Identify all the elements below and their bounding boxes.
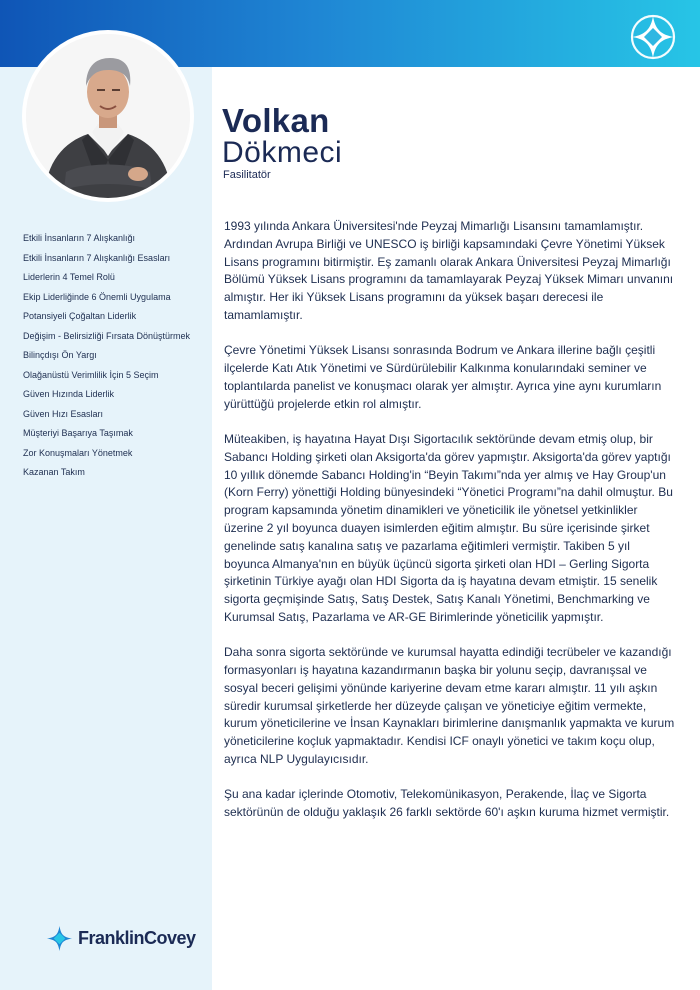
- bio-paragraph: Çevre Yönetimi Yüksek Lisansı sonrasında Bodrum ve Ankara illerine bağlı çeşitli ilçelerde Katı Atık Yönetimi ve Sürdürülebilir Kalkınma konularındaki seminer ve toplantılarda panelist ve konuşmacı olarak yer almıştır. Ayrıca yine aynı kurumların yürüttüğü projelerde etkin rol almıştır.: [224, 343, 662, 411]
- first-name: Volkan: [222, 102, 330, 139]
- topic-item: Değişim - Belirsizliği Fırsata Dönüştürmek: [23, 330, 191, 341]
- portrait-photo: [26, 34, 190, 198]
- bio-paragraph: 1993 yılında Ankara Üniversitesi'nde Peyzaj Mimarlığı Lisansını tamamlamıştır. Ardından Avrupa Birliği ve UNESCO iş birliği kapsamındaki Çevre Yönetimi Yüksek Lisans programını bitirmiştir. Eş zamanlı olarak Ankara Üniversitesi Peyzaj Mimarlığı Bölümü Yüksek Lisans programını da tamamlayarak Peyzaj Yüksek Mimarı unvanını almıştır. Her iki Yüksek Lisans programını da yüksek başarı derecesi ile tamamlamıştır.: [224, 219, 674, 322]
- biography: [224, 218, 676, 839]
- last-name: Dökmeci: [222, 136, 343, 169]
- topic-item: Etkili İnsanların 7 Alışkanlığı: [23, 233, 136, 243]
- franklincovey-mark-icon: [46, 925, 73, 952]
- topic-item: Etkili İnsanların 7 Alışkanlığı Esasları: [23, 252, 171, 263]
- topic-item: Potansiyeli Çoğaltan Liderlik: [23, 311, 137, 321]
- topic-item: Ekip Liderliğinde 6 Önemli Uygulama: [23, 291, 171, 302]
- topic-item: Kazanan Takım: [23, 467, 85, 477]
- topic-item: Zor Konuşmaları Yönetmek: [23, 447, 133, 458]
- topic-item: Güven Hızında Liderlik: [23, 389, 115, 399]
- topic-item: Bilinçdışı Ön Yargı: [23, 350, 97, 360]
- bio-paragraph: Daha sonra sigorta sektöründe ve kurumsal hayatta edindiği tecrübeler ve kazandığı formasyonları iş hayatına kazandırmanın başka bir yolunu seçip, davranışsal ve sosyal beceri gelişimi yönünde kariyerine devam etme kararı almıştır. 11 yılı aşkın süredir kurumsal şirketlerde her düzeyde çalışan ve yöneticiye eğitim vermekte, kurum yöneticilerine ve İnsan Kaynakları birimlerine danışmanlık yapmakta ve kurum yöneticilerine koçluk yapmaktadır. Kendisi ICF onaylı yönetici ve takım koçu olup, ayrıca NLP Uygulayıcısıdır.: [224, 645, 675, 767]
- topic-item: Olağanüstü Verimlilik İçin 5 Seçim: [23, 369, 159, 380]
- topic-item: Liderlerin 4 Temel Rolü: [23, 272, 115, 282]
- topic-item: Müşteriyi Başarıya Taşımak: [23, 428, 133, 438]
- topics-list: [23, 229, 190, 483]
- topic-item: Güven Hızı Esasları: [23, 408, 104, 419]
- bio-paragraph: Şu ana kadar içlerinde Otomotiv, Telekomünikasyon, Perakende, İlaç ve Sigorta sektörünün de olduğu yaklaşık 26 farklı sektörde 60'ı aşkın kuruma hizmet vermiştir.: [224, 787, 670, 820]
- franklincovey-logo: [46, 924, 196, 952]
- bio-paragraph: Müteakiben, iş hayatına Hayat Dışı Sigortacılık sektöründe devam etmiş olup, bir Sabancı Holding şirketi olan Aksigorta'da görev yapmıştır. Aksigorta'da görev yaptığı 10 yıllık dönemde Sabancı Holding'in “Beyin Takımı”nda yer almış ve Hay Group'un (Korn Ferry) yönettiği Holding bünyesindeki “Yönetici Programı”na dahil olmuştur. Bu program kapsamında yönetim dinamikleri ve yöneticilik ile yönetsel yetkinlikler üzerine 2 yıl boyunca duayen isimlerden eğitim almıştır. Bu süre içerisinde şirket genelinde satış kanalına satış ve pazarlama eğitimleri vermiştir. Takiben 5 yıl boyunca Almanya'nın en büyük üçüncü sigorta şirketi olan HDI – Gerling Sigorta şirketinin Türkiye ayağı olan HDI Sigorta da iş hayatına devam etmiştir. 15 senelik sigorta geçmişinde Satış, Satış Destek, Satış Kanalı Yönetimi, Benchmarking ve Kurumsal Satış, Pazarlama ve AR-GE Birimlerinde yöneticilik yapmıştır.: [224, 431, 673, 624]
- star-compass-icon: [630, 14, 676, 60]
- sidebar: [0, 67, 212, 990]
- brand-name: FranklinCovey: [78, 927, 196, 948]
- role-label: Fasilitatör: [223, 169, 271, 181]
